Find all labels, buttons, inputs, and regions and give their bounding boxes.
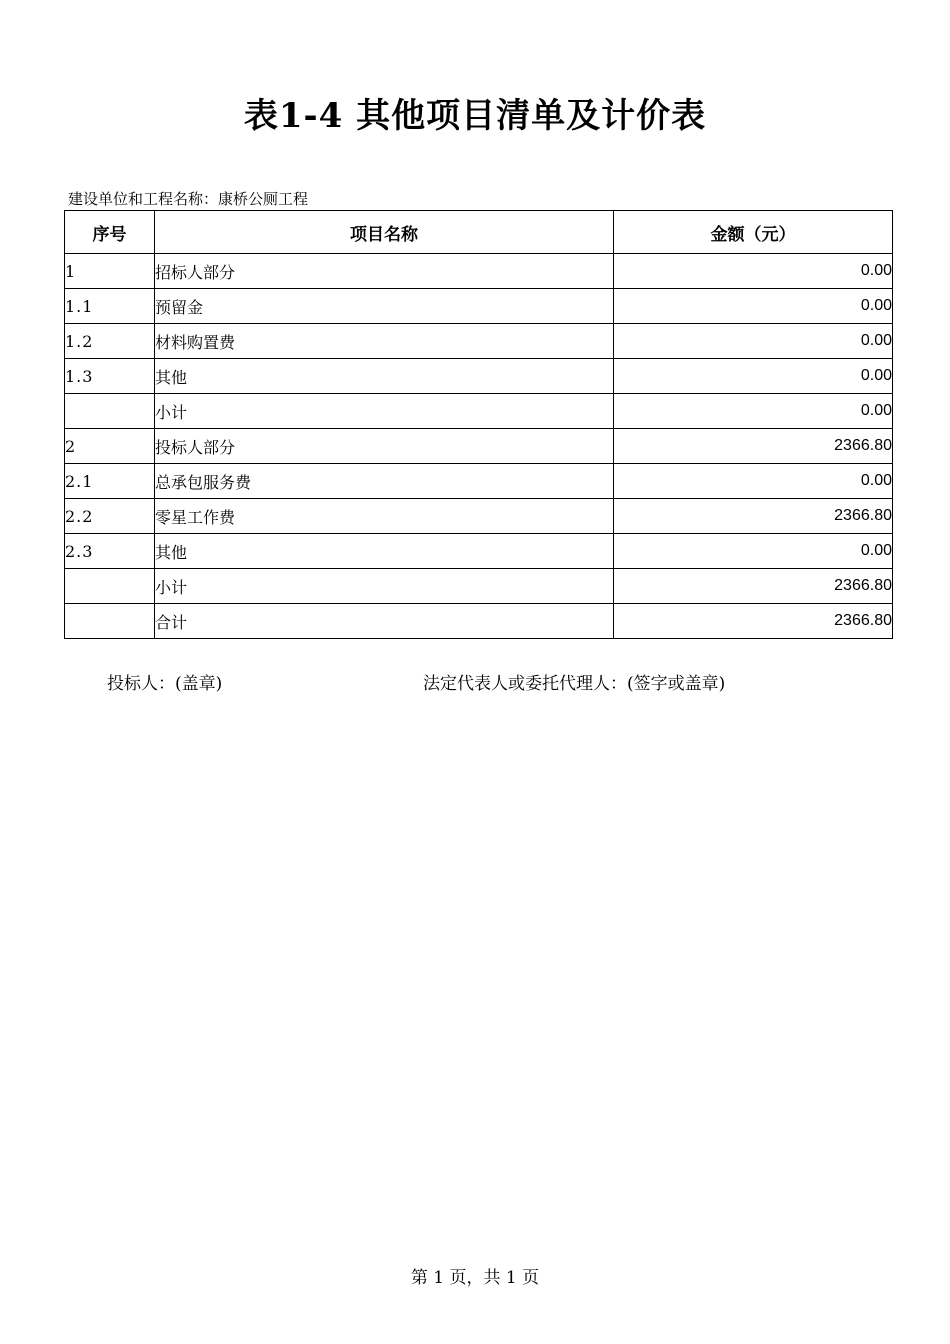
cell-no: 1.2: [65, 324, 155, 359]
cell-no: 1.3: [65, 359, 155, 394]
cell-amount: 2366.80: [614, 604, 893, 639]
table-row: [65, 499, 893, 534]
table-row: [65, 569, 893, 604]
cell-name: 合计: [155, 604, 614, 639]
cell-amount: 0.00: [614, 464, 893, 499]
cell-name: 材料购置费: [155, 324, 614, 359]
cell-amount: 0.00: [614, 394, 893, 429]
table-row: [65, 289, 893, 324]
cell-name: 零星工作费: [155, 499, 614, 534]
cell-name: 小计: [155, 394, 614, 429]
table-row: [65, 464, 893, 499]
cell-name: 投标人部分: [155, 429, 614, 464]
cell-amount: 0.00: [614, 254, 893, 289]
representative-signature-label: 法定代表人或委托代理人：(签字或盖章): [423, 674, 726, 694]
cell-amount: 0.00: [614, 324, 893, 359]
cell-no: 1.1: [65, 289, 155, 324]
header-name: 项目名称: [155, 211, 614, 254]
table-row: [65, 359, 893, 394]
cell-amount: 0.00: [614, 359, 893, 394]
table-header-row: [65, 211, 893, 254]
table-row: [65, 324, 893, 359]
other-items-table: [64, 210, 893, 639]
cell-no: 2.2: [65, 499, 155, 534]
cell-no: [65, 604, 155, 639]
cell-no: 2: [65, 429, 155, 464]
cell-amount: 0.00: [614, 289, 893, 324]
cell-no: 2.3: [65, 534, 155, 569]
cell-name: 其他: [155, 534, 614, 569]
cell-no: [65, 569, 155, 604]
bidder-signature-label: 投标人：(盖章): [107, 674, 223, 694]
cell-name: 招标人部分: [155, 254, 614, 289]
table-row: [65, 604, 893, 639]
table-row: [65, 429, 893, 464]
cell-no: 1: [65, 254, 155, 289]
cell-no: 2.1: [65, 464, 155, 499]
cell-amount: 2366.80: [614, 499, 893, 534]
cell-amount: 2366.80: [614, 569, 893, 604]
header-amount: 金额（元）: [614, 211, 893, 254]
cell-name: 总承包服务费: [155, 464, 614, 499]
page-footer: 第 1 页，共 1 页: [410, 1268, 540, 1288]
cell-no: [65, 394, 155, 429]
cell-amount: 0.00: [614, 534, 893, 569]
table-row: [65, 394, 893, 429]
project-name-line: 建设单位和工程名称：康桥公厕工程: [68, 190, 309, 208]
table-row: [65, 254, 893, 289]
cell-amount: 2366.80: [614, 429, 893, 464]
table-row: [65, 534, 893, 569]
cell-name: 其他: [155, 359, 614, 394]
page-title: 表1-4 其他项目清单及计价表: [243, 96, 707, 136]
cell-name: 小计: [155, 569, 614, 604]
header-no: 序号: [65, 211, 155, 254]
cell-name: 预留金: [155, 289, 614, 324]
